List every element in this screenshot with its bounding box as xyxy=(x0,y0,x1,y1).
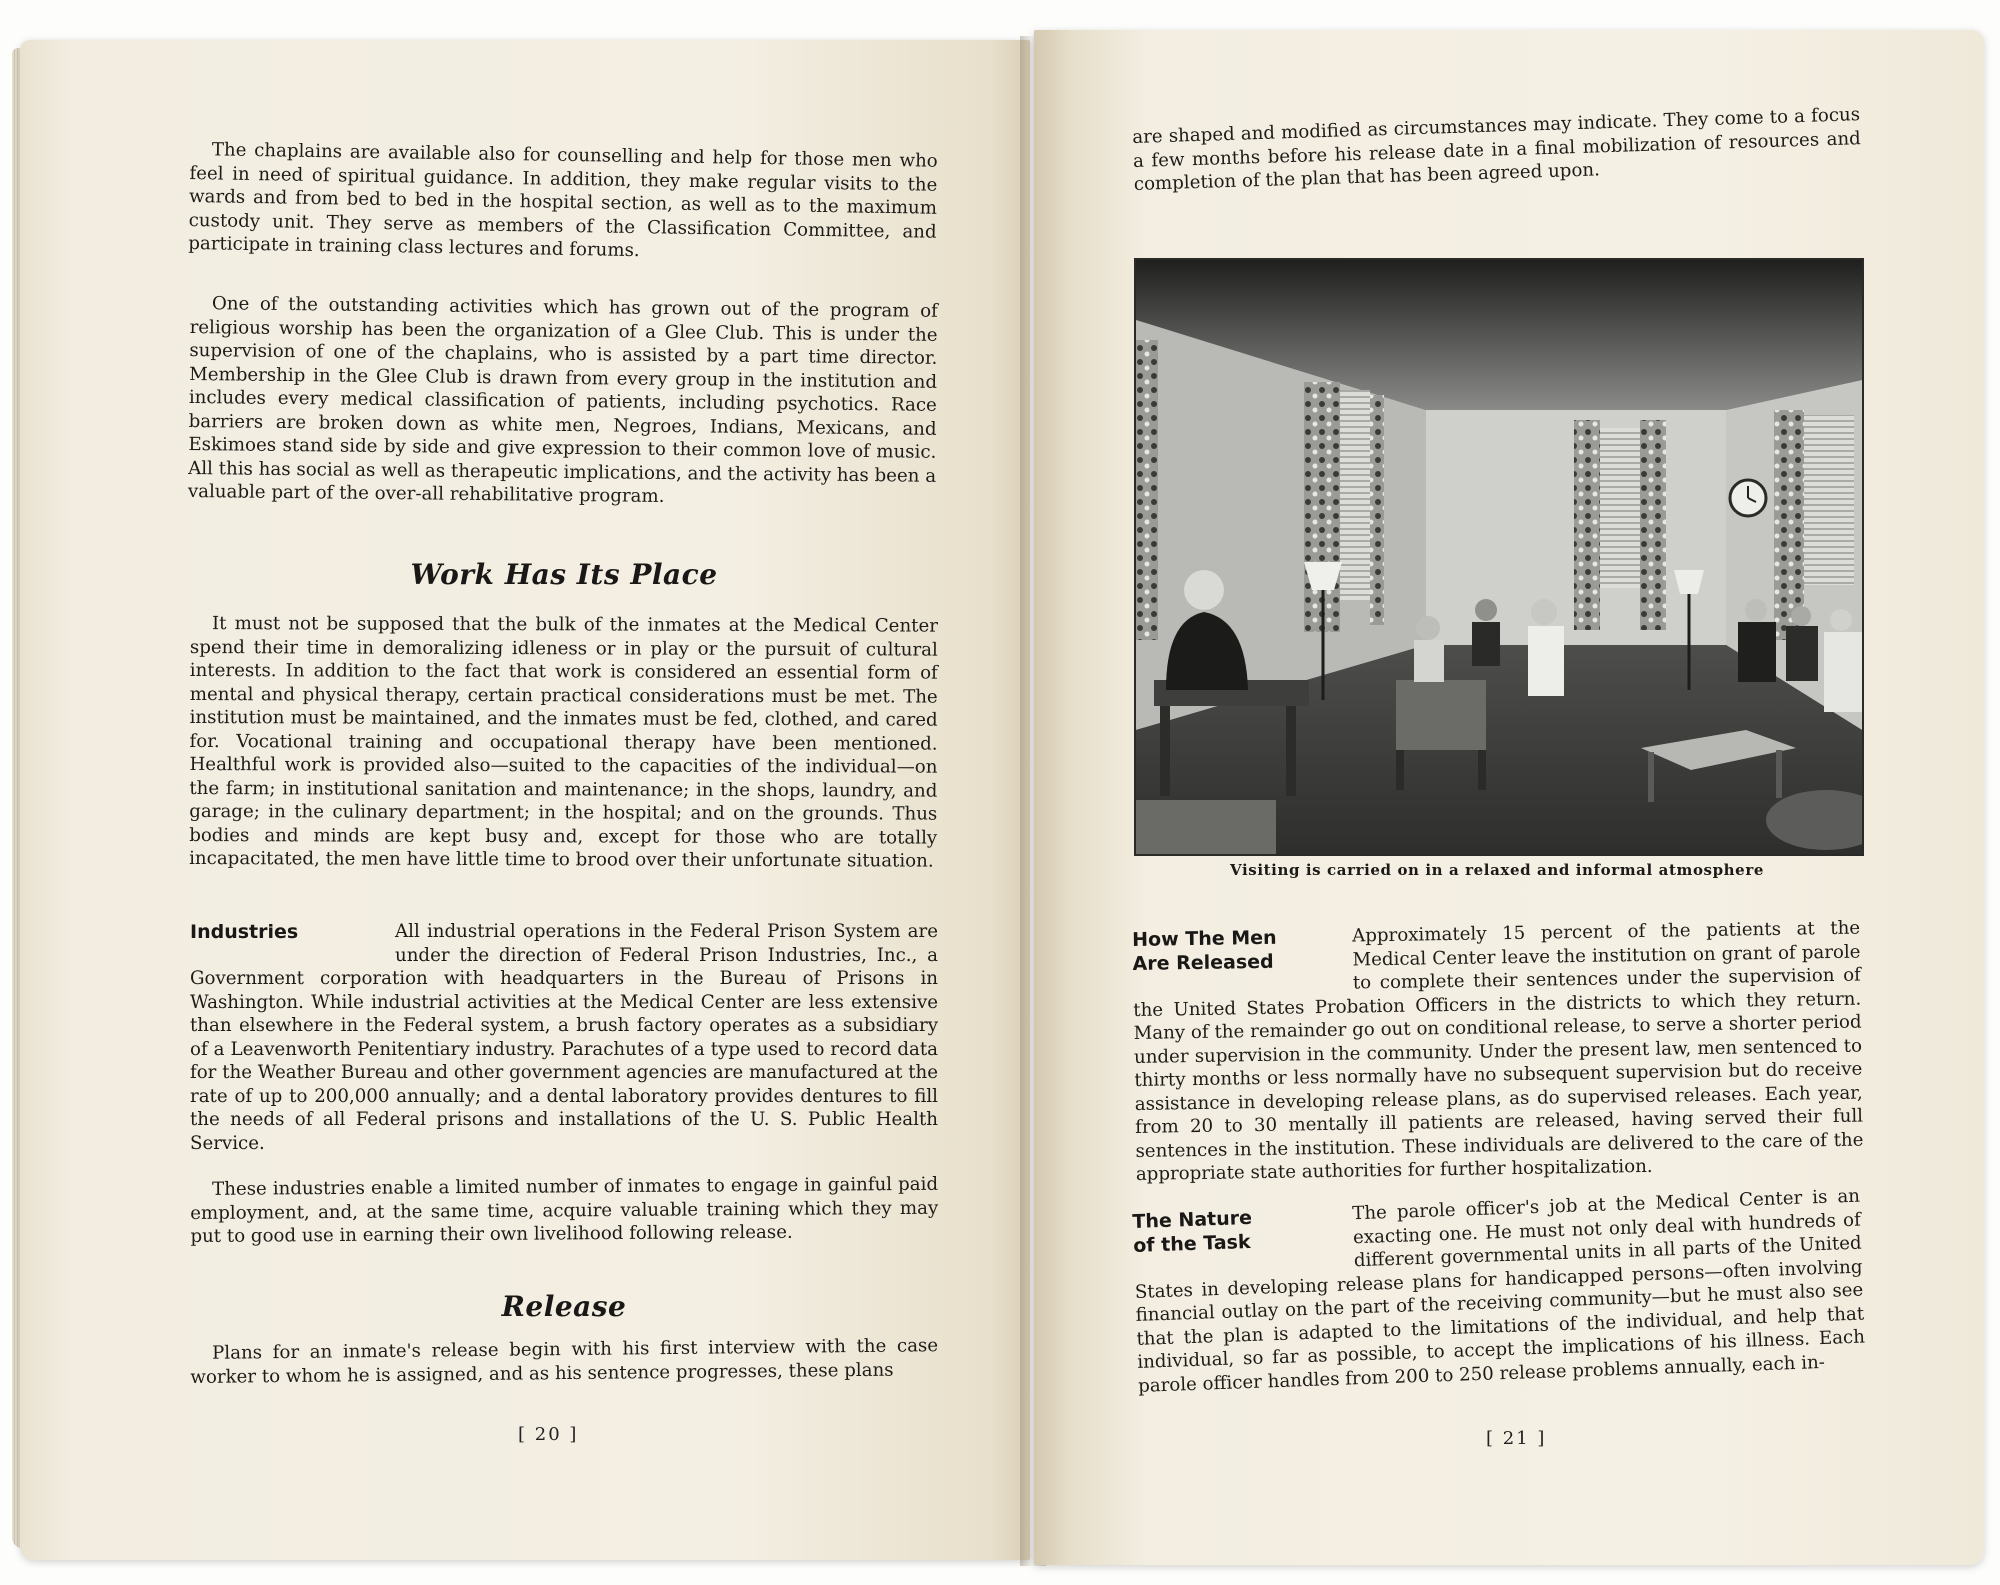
released-heading-line2: Are Released xyxy=(1132,950,1274,975)
how-men-released-section xyxy=(1132,917,1864,1187)
paragraph-text: are shaped and modified as circumstances may indicate. They come to a focus a few months before his release date in a final mobilization of resources and completion of the plan that has been agreed upon. xyxy=(1132,104,1862,195)
release-paragraph xyxy=(190,1334,938,1389)
paragraph-text: It must not be supposed that the bulk of the inmates at the Medical Center spend their time in demoralizing idleness or in play or the pursuit of cultural interests. In addition to the fact that work is considered an essential form of mental and physical therapy, certain practical considerations must be met. The institution must be maintained, and the inmates must be fed, clothed, and cared for. Vocational training and occupational therapy have been mentioned. Healthful work is provided also—suited to the capacities of the individual—on the farm; in institutional sanitation and maintenance; in the shops, laundry, and garage; in the culinary department; in the hospital; and on the grounds. Thus bodies and minds are kept busy and, except for those who are totally incapacitated, the men have little time to brood over their unfortunate situation. xyxy=(189,613,938,872)
work-paragraph xyxy=(189,612,938,873)
industries-side-heading: Industries xyxy=(190,921,299,943)
paragraph-text: The chaplains are available also for counselling and help for those men who feel in need of spiritual guidance. In addition, they make regular visits to the wards and from bed to bed in the hospital section, as well as to the maximum custody unit. They serve as members of the Classification Committee, and participate in training class lectures and forums. xyxy=(188,139,938,262)
industries-enable-paragraph xyxy=(190,1173,938,1249)
task-heading-line2: of the Task xyxy=(1132,1230,1251,1257)
task-side-heading xyxy=(1132,1202,1354,1258)
chaplains-paragraph xyxy=(188,138,938,267)
glee-club-paragraph xyxy=(188,292,938,511)
industries-paragraph: All industrial operations in the Federal Prison System are under the direction of Federal Prison Industries, Inc., a Government corporation with headquarters in the Bureau of Prisons in Washington. While industrial activities at the Medical Center are less extensive than elsewhere in the Federal system, a brush factory operates as a subsidiary of a Leavenworth Penitentiary industry. Parachutes of a type used to record data for the Weather Bureau and other government agencies are manufactured at the rate of up to 200,000 annually; and a dental laboratory provides dentures to fill the needs of all Federal prisons and installations of the U. S. Public Health Service. xyxy=(190,921,938,1154)
industries-section xyxy=(190,920,938,1155)
released-heading-line1: How The Men xyxy=(1132,926,1277,951)
task-paragraph: The parole officer's job at the Medical Center is an exacting one. He must not only deal with hundreds of different governmental units in all parts of the United States in developing release plans for handicapped persons—often involving financial outlay on the part of the receiving community—but he must also see that the plan is adapted to the limitations of the individual, and help that individual, so far as possible, to accept the implications of his illness. Each parole officer handles from 200 to 250 release problems annually, each in- xyxy=(1134,1185,1866,1397)
paragraph-text: These industries enable a limited number of inmates to engage in gainful paid employment, and, at the same time, acquire valuable training which they may put to good use in earning their own livelihood following release. xyxy=(190,1173,939,1247)
visiting-room-photo xyxy=(1134,258,1864,856)
paragraph-text: One of the outstanding activities which has grown out of the program of religious worship has been the organization of a Glee Club. This is under the supervision of one of the chaplains, who is assisted by a part time director. Membership in the Glee Club is drawn from every group in the institution and includes every medical classification of patients, including psychotics. Race barriers are broken down as white men, Negroes, Indians, Mexicans, and Eskimoes stand side by side and give expression to their common love of music. All this has social as well as therapeutic implications, and the activity has been a valuable part of the over-all rehabilitative program. xyxy=(187,293,938,507)
task-heading-line1: The Nature xyxy=(1132,1206,1253,1233)
released-paragraph: Approximately 15 percent of the patients at the Medical Center leave the institution on grant of parole to complete their sentences under the supervision of the United States Probation Officers in the districts to which they return. Many of the remainder go out on conditional release, to serve a shorter period under supervision in the community. Under the present law, men sentenced to thirty months or less normally have no subsequent supervision but do receive assistance in developing release plans, as do supervised releases. Each year, from 20 to 30 mentally ill patients are released, having served their full sentences in the institution. These individuals are delivered to the care of the appropriate state authorities for further hospitalization. xyxy=(1133,917,1864,1185)
paragraph-text: Plans for an inmate's release begin with his first interview with the case worker to whom he is assigned, and as his sentence progresses, these plans xyxy=(190,1335,939,1388)
released-side-heading xyxy=(1132,925,1353,976)
photo-caption: Visiting is carried on in a relaxed and informal atmosphere xyxy=(1230,861,1764,879)
nature-of-task-section xyxy=(1132,1185,1866,1398)
release-heading: Release xyxy=(501,1290,627,1323)
page-number-left: [ 20 ] xyxy=(518,1424,579,1445)
page-number-right: [ 21 ] xyxy=(1486,1428,1547,1449)
work-heading: Work Has Its Place xyxy=(410,558,718,591)
visiting-room-illustration xyxy=(1136,260,1862,854)
